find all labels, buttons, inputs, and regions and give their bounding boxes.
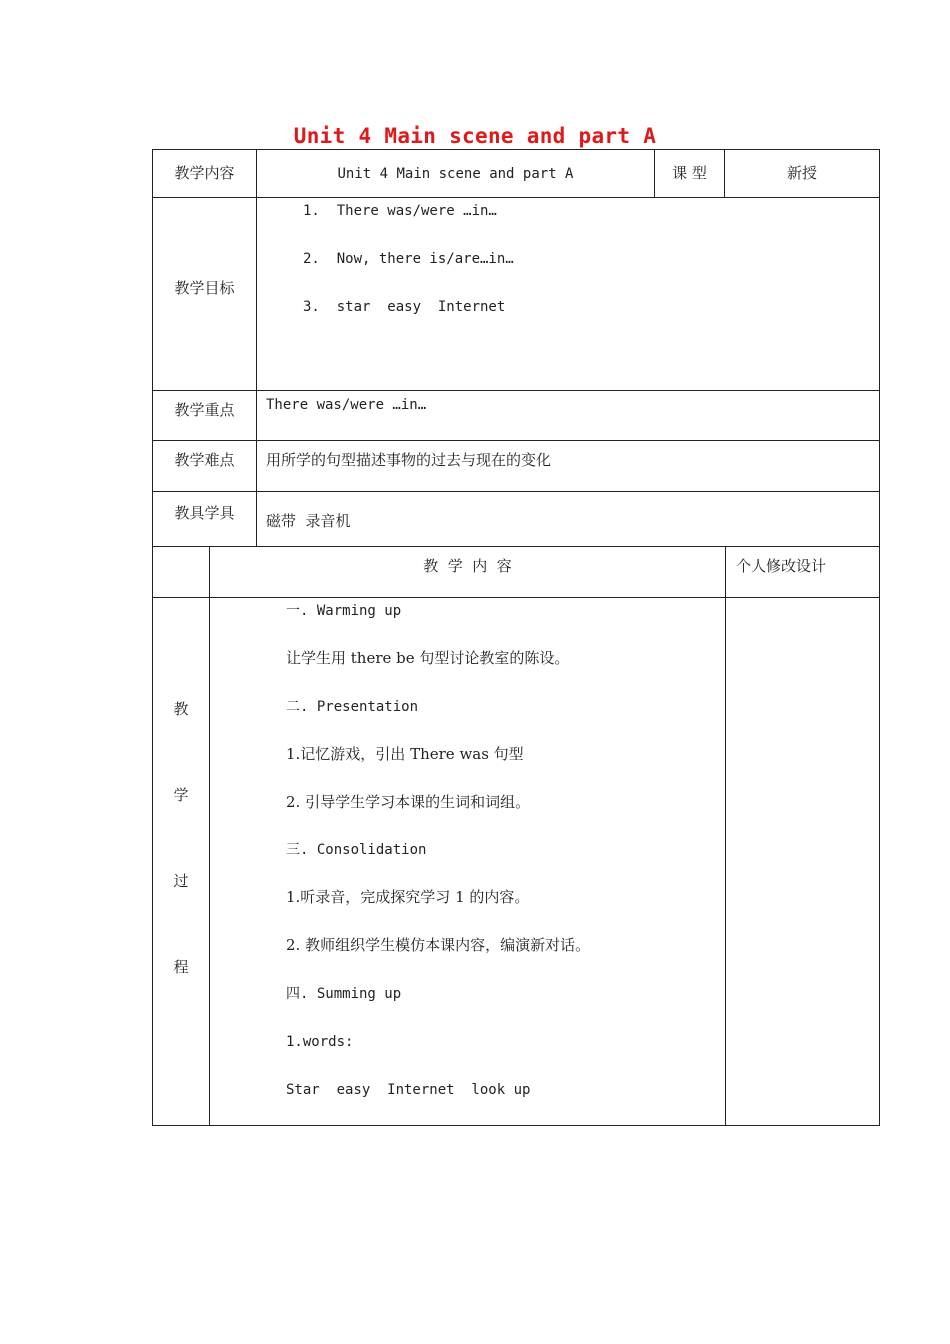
aids-value: 磁带 录音机 [266,512,351,530]
objectives-label: 教学目标 [174,279,235,297]
personal-design-header: 个人修改设计 [736,557,827,575]
process-line: 让学生用 there be 句型讨论教室的陈设。 [286,649,570,667]
process-line: 1.words: [286,1034,354,1050]
process-line: 2. 教师组织学生模仿本课内容，编演新对话。 [286,936,591,954]
process-line: 2. 引导学生学习本课的生词和词组。 [286,793,531,811]
process-side-char: 教 [173,700,189,718]
content-label: 教学内容 [174,164,235,182]
process-line: 四. Summing up [286,986,402,1002]
process-side-char: 学 [173,786,189,804]
type-value: 新授 [786,164,817,182]
content-value: Unit 4 Main scene and part A [337,166,574,182]
difficulties-label: 教学难点 [174,451,235,469]
process-line: 一. Warming up [286,603,402,619]
process-side-char: 程 [173,958,189,976]
objective-item: 2. Now, there is/are…in… [303,251,514,267]
document-title: Unit 4 Main scene and part A [293,124,657,148]
key-points-value: There was/were …in… [266,397,427,413]
process-line: 二. Presentation [286,699,419,715]
process-line: 1.听录音，完成探究学习 1 的内容。 [286,888,530,906]
objective-item: 1. There was/were …in… [303,203,497,219]
difficulties-value: 用所学的句型描述事物的过去与现在的变化 [266,451,552,469]
process-content-header: 教 学 内 容 [423,557,512,575]
type-label: 课 型 [672,164,707,182]
process-line: 1.记忆游戏，引出 There was 句型 [286,745,524,763]
process-side-char: 过 [173,872,189,890]
objective-item: 3. star easy Internet [303,299,506,315]
process-line: Star easy Internet look up [286,1082,531,1098]
key-points-label: 教学重点 [174,401,235,419]
process-line: 三. Consolidation [286,842,427,858]
aids-label: 教具学具 [174,504,235,522]
